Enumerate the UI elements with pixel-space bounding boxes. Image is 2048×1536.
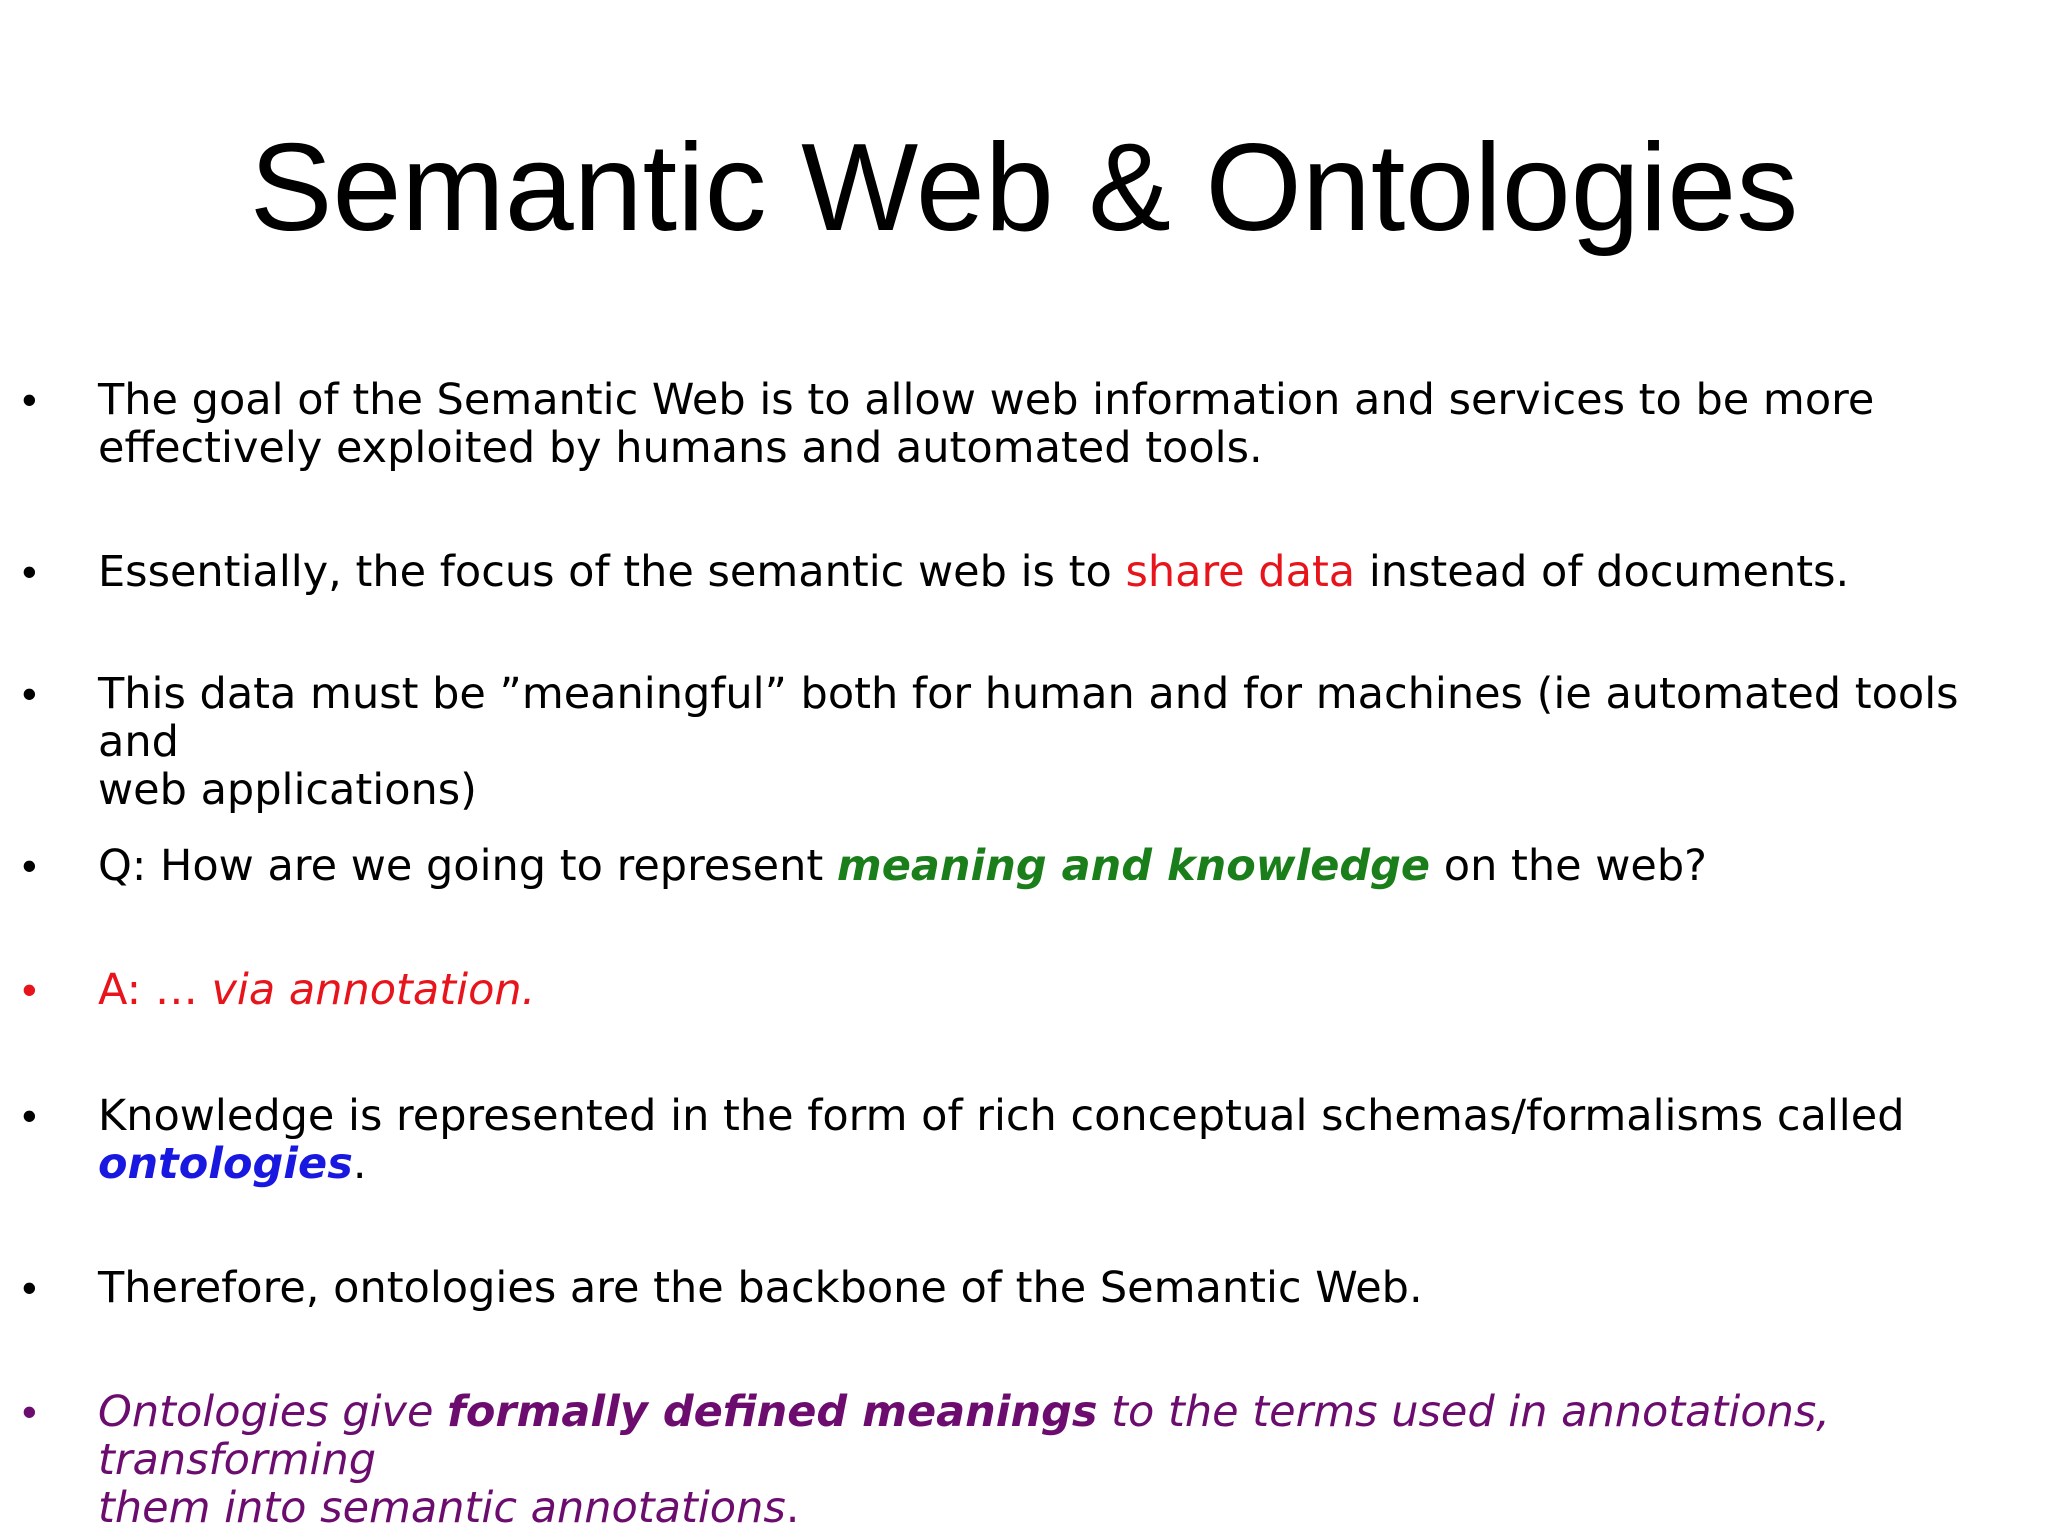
bullet-dot: • — [22, 670, 37, 717]
bullet-text — [98, 1388, 2028, 1532]
bullet-dot: • — [22, 842, 37, 889]
bullet-line: web applications) — [98, 765, 477, 815]
bullet-dot: • — [22, 966, 37, 1013]
highlight-formally-defined: formally defined meanings — [447, 1387, 1098, 1437]
bullet-text-part: . — [352, 1139, 367, 1189]
slide-title: Semantic Web & Ontologies — [249, 119, 1799, 257]
bullet-text — [98, 548, 2028, 596]
bullet-dot: • — [22, 376, 37, 423]
highlight-ontologies: ontologies — [98, 1139, 353, 1189]
bullet-text — [98, 966, 2028, 1014]
bullet-line — [98, 1484, 2028, 1532]
bullet-line: effectively exploited by humans and automated tools. — [98, 423, 1263, 473]
bullet-text-part: instead of documents. — [1355, 547, 1850, 597]
bullet-line: Knowledge is represented in the form of rich conceptual schemas/formalisms called — [98, 1091, 1905, 1141]
bullet-text-part: Ontologies give — [98, 1387, 448, 1437]
bullet-text — [98, 1092, 2028, 1188]
bullet-text-part: on the web? — [1430, 841, 1707, 891]
bullet-dot: • — [22, 548, 37, 595]
bullet-line — [98, 1140, 2028, 1188]
bullet-text-part: . — [785, 1483, 800, 1533]
highlight-meaning-knowledge: meaning and knowledge — [836, 841, 1431, 891]
bullet-text — [98, 376, 2028, 472]
highlight-share-data: share data — [1125, 547, 1356, 597]
bullet-dot: • — [22, 1092, 37, 1139]
bullet-dot: • — [22, 1388, 37, 1435]
bullet-text — [98, 842, 2028, 890]
bullet-line — [98, 1388, 2028, 1484]
bullet-text-part: to the terms used in annotations, transforming — [98, 1387, 1830, 1485]
bullet-text — [98, 670, 2028, 814]
bullet-text-part: them into semantic annotations — [98, 1483, 786, 1533]
highlight-via-annotation: via annotation. — [211, 965, 536, 1015]
bullet-line: The goal of the Semantic Web is to allow web information and services to be more — [98, 375, 1875, 425]
bullet-text: Therefore, ontologies are the backbone of the Semantic Web. — [98, 1263, 1423, 1313]
bullet-text-part: A: … — [98, 965, 212, 1015]
bullet-text-part: Q: How are we going to represent — [98, 841, 837, 891]
bullet-line: This data must be ”meaningful” both for human and for machines (ie automated tools and — [98, 669, 1959, 767]
bullet-dot: • — [22, 1264, 37, 1311]
bullet-text-part: Essentially, the focus of the semantic web is to — [98, 547, 1126, 597]
